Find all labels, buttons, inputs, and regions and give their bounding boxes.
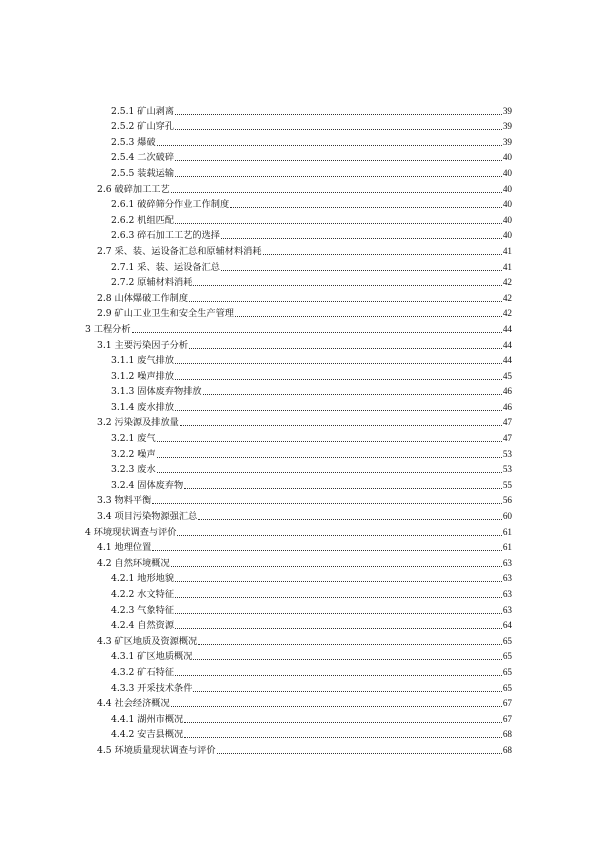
toc-entry[interactable]	[0, 210, 595, 226]
toc-entry-title: 3.2 污染源及排放量	[97, 417, 179, 429]
dot-leader	[175, 128, 502, 130]
toc-entry-page-number: 65	[502, 635, 512, 646]
toc-entry-title: 4.2.4 自然资源	[111, 620, 175, 632]
dot-leader	[175, 627, 502, 629]
toc-entry[interactable]	[0, 725, 595, 741]
dot-leader	[175, 159, 502, 161]
toc-entry-title: 3.2.2 噪声	[111, 448, 156, 460]
toc-entry-title: 2.7.2 原辅材料消耗	[111, 277, 193, 289]
toc-entry-title: 2.7.1 采、装、运设备汇总	[111, 261, 220, 273]
toc-entry-page-number: 40	[502, 152, 512, 163]
toc-entry-title: 2.6.2 机组匹配	[111, 214, 175, 226]
toc-entry-title: 3.1 主要污染因子分析	[97, 339, 189, 351]
toc-entry-title: 2.6.3 碎石加工工艺的选择	[111, 230, 220, 242]
toc-entry[interactable]	[0, 475, 595, 491]
dot-leader	[175, 612, 502, 614]
toc-entry[interactable]	[0, 148, 595, 164]
toc-entry-page-number: 63	[502, 589, 512, 599]
toc-entry-page-number: 61	[502, 526, 512, 537]
toc-entry-title: 3.2.3 废水	[111, 464, 156, 476]
toc-entry-title: 3.4 项目污染物源强汇总	[97, 511, 198, 523]
toc-entry-page-number: 47	[502, 433, 512, 444]
table-of-contents	[0, 101, 595, 756]
toc-entry-title: 3.1.1 废气排放	[111, 355, 175, 367]
toc-entry-title: 3.2.1 废气	[111, 433, 156, 445]
toc-entry-page-number: 64	[502, 620, 512, 631]
toc-entry[interactable]	[0, 600, 595, 616]
toc-entry-page-number: 67	[502, 713, 512, 724]
toc-entry[interactable]	[0, 117, 595, 133]
dot-leader	[157, 471, 502, 473]
dot-leader	[198, 643, 502, 645]
toc-entry-title: 2.5.2 矿山穿孔	[111, 121, 175, 133]
toc-entry[interactable]	[0, 569, 595, 585]
toc-entry[interactable]	[0, 616, 595, 632]
toc-entry-title: 3.2.4 固体废弃物	[111, 479, 184, 491]
dot-leader	[177, 534, 501, 536]
toc-entry-title: 3.1.4 废水排放	[111, 401, 175, 413]
toc-entry-title: 4.4.2 安吉县概况	[111, 729, 184, 741]
dot-leader	[221, 237, 502, 239]
toc-entry[interactable]	[0, 709, 595, 725]
toc-entry[interactable]	[0, 366, 595, 382]
dot-leader	[184, 721, 502, 723]
toc-entry[interactable]	[0, 662, 595, 678]
toc-entry[interactable]	[0, 195, 595, 211]
toc-entry-title: 2.5.4 二次破碎	[111, 152, 175, 164]
toc-entry-title: 4.4 社会经济概况	[97, 698, 170, 710]
toc-entry[interactable]	[0, 382, 595, 398]
toc-entry[interactable]	[0, 163, 595, 179]
dot-leader	[175, 596, 502, 598]
toc-entry[interactable]	[0, 304, 595, 320]
toc-entry-page-number: 40	[502, 214, 512, 225]
toc-entry-title: 2.5.5 装载运输	[111, 167, 175, 179]
toc-entry-page-number: 41	[502, 261, 512, 272]
dot-leader	[175, 113, 502, 115]
toc-entry-page-number: 56	[502, 495, 512, 506]
dot-leader	[132, 331, 502, 333]
toc-entry-page-number: 67	[502, 698, 512, 709]
toc-entry-page-number: 42	[502, 277, 512, 288]
dot-leader	[184, 736, 502, 738]
toc-entry[interactable]	[0, 241, 595, 257]
toc-entry-title: 4.4.1 湖州市概况	[111, 713, 184, 725]
toc-entry-title: 2.6.1 破碎筛分作业工作制度	[111, 199, 230, 211]
dot-leader	[171, 705, 502, 707]
dot-leader	[175, 175, 502, 177]
toc-entry[interactable]	[0, 351, 595, 367]
toc-entry[interactable]	[0, 460, 595, 476]
toc-entry-page-number: 47	[502, 417, 512, 428]
toc-entry-page-number: 46	[502, 401, 512, 412]
toc-entry[interactable]	[0, 288, 595, 304]
toc-entry-title: 4.2 自然环境概况	[97, 557, 170, 569]
toc-entry-page-number: 40	[502, 167, 512, 178]
toc-entry-page-number: 40	[502, 183, 512, 194]
dot-leader	[217, 752, 502, 754]
toc-entry-title: 4 环境现状调查与评价	[85, 526, 177, 538]
toc-entry-page-number: 42	[502, 292, 512, 303]
toc-entry[interactable]	[0, 522, 595, 538]
dot-leader	[203, 393, 502, 395]
toc-entry[interactable]	[0, 428, 595, 444]
dot-leader	[235, 315, 502, 317]
toc-entry[interactable]	[0, 273, 595, 289]
toc-entry-title: 4.3.2 矿石特征	[111, 666, 175, 678]
dot-leader	[157, 456, 502, 458]
dot-leader	[171, 565, 502, 567]
toc-entry-title: 3.1.2 噪声排放	[111, 370, 175, 382]
toc-entry-title: 2.9 矿山工业卫生和安全生产管理	[97, 308, 234, 320]
toc-entry[interactable]	[0, 257, 595, 273]
toc-entry[interactable]	[0, 444, 595, 460]
toc-entry[interactable]	[0, 226, 595, 242]
toc-entry-title: 4.3.1 矿区地质概况	[111, 651, 193, 663]
dot-leader	[180, 424, 502, 426]
toc-entry[interactable]	[0, 132, 595, 148]
toc-entry-page-number: 39	[502, 105, 512, 116]
toc-entry-page-number: 60	[502, 511, 512, 522]
toc-entry-page-number: 55	[502, 479, 512, 490]
toc-entry-page-number: 40	[502, 199, 512, 210]
toc-entry-page-number: 42	[502, 308, 512, 319]
dot-leader	[198, 518, 502, 520]
toc-entry[interactable]	[0, 740, 595, 756]
toc-entry-page-number: 44	[502, 339, 512, 350]
dot-leader	[152, 502, 502, 504]
toc-entry-title: 2.5.1 矿山剥离	[111, 105, 175, 117]
toc-entry[interactable]	[0, 538, 595, 554]
toc-entry-title: 3.1.3 固体废弃物排放	[111, 386, 202, 398]
dot-leader	[189, 347, 502, 349]
toc-entry-title: 4.3.3 开采技术条件	[111, 682, 193, 694]
toc-entry-title: 4.2.2 水文特征	[111, 589, 175, 600]
toc-entry[interactable]	[0, 179, 595, 195]
dot-leader	[184, 487, 502, 489]
toc-entry[interactable]	[0, 678, 595, 694]
toc-entry-page-number: 65	[502, 666, 512, 677]
toc-entry-page-number: 65	[502, 682, 512, 693]
toc-entry-page-number: 41	[502, 245, 512, 256]
toc-entry-page-number: 61	[502, 542, 512, 553]
toc-entry[interactable]	[0, 491, 595, 507]
toc-entry-page-number: 65	[502, 651, 512, 662]
toc-entry-title: 3.3 物料平衡	[97, 495, 152, 507]
toc-entry-page-number: 63	[502, 604, 512, 615]
toc-entry-title: 4.3 矿区地质及资源概况	[97, 635, 198, 647]
toc-entry-page-number: 39	[502, 121, 512, 132]
toc-entry-page-number: 44	[502, 323, 512, 334]
dot-leader	[175, 378, 502, 380]
dot-leader	[193, 284, 501, 286]
toc-entry-title: 2.7 采、装、运设备汇总和原辅材料消耗	[97, 245, 262, 257]
toc-entry-page-number: 46	[502, 386, 512, 397]
toc-entry[interactable]	[0, 506, 595, 522]
toc-entry[interactable]	[0, 101, 595, 117]
dot-leader	[175, 362, 502, 364]
toc-entry-title: 4.2.3 气象特征	[111, 604, 175, 616]
toc-entry-page-number: 39	[502, 136, 512, 147]
dot-leader	[175, 409, 502, 411]
dot-leader	[189, 300, 502, 302]
toc-entry[interactable]	[0, 319, 595, 335]
dot-leader	[157, 144, 502, 146]
dot-leader	[152, 549, 502, 551]
dot-leader	[221, 269, 502, 271]
toc-entry[interactable]	[0, 335, 595, 351]
toc-entry-title: 2.8 山体爆破工作制度	[97, 292, 189, 304]
toc-entry-page-number: 53	[502, 448, 512, 459]
toc-entry[interactable]	[0, 694, 595, 710]
dot-leader	[263, 253, 502, 255]
toc-entry-page-number: 40	[502, 230, 512, 241]
dot-leader	[171, 191, 502, 193]
dot-leader	[175, 674, 502, 676]
toc-entry-page-number: 63	[502, 557, 512, 568]
toc-entry-title: 4.1 地理位置	[97, 542, 152, 554]
dot-leader	[230, 206, 502, 208]
dot-leader	[175, 222, 502, 224]
dot-leader	[193, 690, 501, 692]
toc-entry-title: 2.5.3 爆破	[111, 136, 156, 148]
toc-entry-title: 3 工程分析	[85, 323, 131, 335]
toc-entry-title: 4.2.1 地形地貌	[111, 573, 175, 585]
toc-entry-title: 4.5 环境质量现状调查与评价	[97, 744, 216, 756]
toc-entry-title: 2.6 破碎加工工艺	[97, 183, 170, 195]
toc-entry-page-number: 68	[502, 729, 512, 740]
toc-entry-page-number: 63	[502, 573, 512, 584]
toc-entry-page-number: 53	[502, 464, 512, 475]
toc-entry-page-number: 44	[502, 355, 512, 366]
toc-entry-page-number: 45	[502, 370, 512, 381]
toc-entry[interactable]	[0, 584, 595, 600]
toc-entry[interactable]	[0, 413, 595, 429]
toc-entry-page-number: 68	[502, 744, 512, 755]
toc-entry[interactable]	[0, 553, 595, 569]
dot-leader	[193, 658, 501, 660]
dot-leader	[157, 440, 502, 442]
toc-entry[interactable]	[0, 631, 595, 647]
toc-entry[interactable]	[0, 397, 595, 413]
dot-leader	[175, 580, 502, 582]
toc-entry[interactable]	[0, 647, 595, 663]
